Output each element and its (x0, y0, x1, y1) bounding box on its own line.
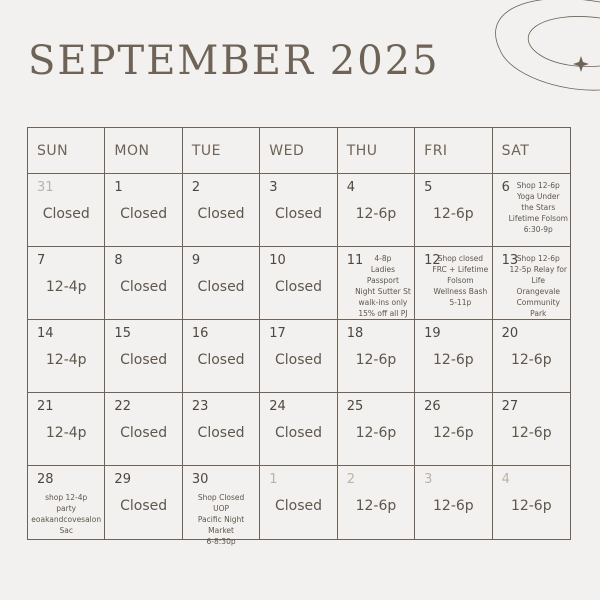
day-number: 8 (114, 253, 123, 268)
day-cell[interactable] (415, 174, 492, 247)
weekday-header-tue: TUE (183, 128, 260, 174)
day-cell[interactable] (105, 393, 182, 466)
day-cell[interactable] (260, 247, 337, 320)
day-number: 4 (501, 472, 510, 487)
day-cell[interactable] (493, 174, 570, 247)
day-event-note: Shop closed FRC + Lifetime Folsom Wellness Bash 5-11p (432, 254, 489, 307)
day-cell[interactable] (183, 393, 260, 466)
day-cell[interactable] (260, 174, 337, 247)
day-cell[interactable] (260, 393, 337, 466)
day-hours: 12-6p (355, 206, 397, 222)
day-hours: 12-6p (510, 352, 552, 368)
weekday-header-mon: MON (105, 128, 182, 174)
day-hours: 12-4p (45, 352, 87, 368)
day-number: 5 (424, 180, 433, 195)
day-cell[interactable] (338, 466, 415, 539)
day-number: 3 (269, 180, 278, 195)
day-hours: Closed (274, 498, 322, 514)
page-title: SEPTEMBER 2025 (28, 38, 440, 84)
day-cell[interactable] (338, 247, 415, 320)
day-hours: Closed (274, 206, 322, 222)
day-number: 10 (269, 253, 286, 268)
day-hours: Closed (274, 425, 322, 441)
day-cell[interactable] (183, 466, 260, 546)
day-cell[interactable] (28, 393, 105, 466)
day-cell[interactable] (338, 174, 415, 247)
day-number: 11 (346, 253, 364, 268)
day-number: 21 (37, 399, 54, 414)
day-number: 31 (37, 180, 54, 195)
day-number: 12 (424, 253, 441, 268)
day-hours: Closed (197, 279, 245, 295)
day-number: 26 (424, 399, 441, 414)
day-cell[interactable] (28, 320, 105, 393)
day-cell[interactable] (415, 393, 492, 466)
day-cell[interactable] (183, 174, 260, 247)
day-cell[interactable] (415, 320, 492, 393)
day-cell[interactable] (493, 247, 570, 320)
day-hours: 12-6p (433, 352, 474, 368)
day-event-note: Shop Closed UOP Pacific Night Market 6-8:30p (197, 493, 245, 546)
day-cell[interactable] (183, 320, 260, 393)
day-hours: Closed (120, 352, 168, 368)
day-cell[interactable] (415, 466, 492, 539)
weekday-header-sat: SAT (493, 128, 570, 174)
day-cell[interactable] (338, 393, 415, 466)
day-number: 16 (191, 326, 209, 341)
day-number: 17 (269, 326, 286, 341)
day-number: 30 (191, 472, 209, 487)
day-number: 20 (501, 326, 519, 341)
day-cell[interactable] (105, 247, 182, 320)
day-number: 18 (346, 326, 364, 341)
day-hours: Closed (120, 206, 168, 222)
day-hours: Closed (42, 206, 90, 222)
day-hours: 12-4p (45, 425, 87, 441)
day-hours: 12-6p (355, 498, 397, 514)
day-cell[interactable] (260, 320, 337, 393)
weekday-header-fri: FRI (415, 128, 492, 174)
day-cell[interactable] (338, 320, 415, 393)
day-hours: 12-6p (433, 498, 474, 514)
day-number: 14 (37, 326, 54, 341)
day-hours: Closed (197, 352, 245, 368)
day-hours: 12-6p (355, 352, 397, 368)
day-number: 28 (37, 472, 54, 487)
day-hours: Closed (197, 425, 245, 441)
day-event-note: shop 12-4p party eoakandcovesalon Sac (31, 493, 102, 535)
weekday-header-wed: WED (260, 128, 337, 174)
day-cell[interactable] (28, 247, 105, 320)
day-number: 1 (114, 180, 123, 195)
day-cell[interactable] (415, 247, 492, 320)
day-hours: Closed (197, 206, 245, 222)
day-cell[interactable] (105, 320, 182, 393)
day-hours: 12-6p (433, 206, 474, 222)
day-number: 15 (114, 326, 131, 341)
day-cell[interactable] (493, 393, 570, 466)
weekday-header-thu: THU (338, 128, 415, 174)
day-number: 2 (346, 472, 355, 487)
day-number: 2 (191, 180, 201, 195)
day-number: 4 (346, 180, 355, 195)
day-hours: 12-6p (355, 425, 397, 441)
day-number: 9 (191, 253, 201, 268)
weekday-header-sun: SUN (28, 128, 105, 174)
day-number: 3 (424, 472, 433, 487)
day-number: 6 (501, 180, 510, 195)
day-cell[interactable] (260, 466, 337, 539)
orbit-decoration (440, 0, 600, 100)
day-number: 13 (501, 253, 519, 268)
day-number: 29 (114, 472, 131, 487)
day-cell[interactable] (493, 466, 570, 539)
day-event-note: 4-8p Ladies Passport Night Sutter St walk-ins only 15% off all PJ (355, 254, 411, 318)
day-hours: 12-4p (45, 279, 87, 295)
day-hours: Closed (274, 352, 322, 368)
day-number: 19 (424, 326, 441, 341)
day-number: 27 (501, 399, 519, 414)
day-event-note: Shop 12-6p Yoga Under the Stars Lifetime Folsom 6:30-9p (508, 181, 568, 234)
day-number: 25 (346, 399, 364, 414)
day-hours: Closed (120, 279, 168, 295)
day-hours: 12-6p (510, 425, 552, 441)
day-number: 1 (269, 472, 278, 487)
day-number: 24 (269, 399, 286, 414)
day-cell[interactable] (493, 320, 570, 393)
day-hours: Closed (120, 498, 168, 514)
day-event-note: Shop 12-6p 12-5p Relay for Life Orangevale Community Park (509, 254, 568, 318)
day-hours: Closed (120, 425, 168, 441)
day-hours: Closed (274, 279, 322, 295)
day-number: 7 (37, 253, 46, 268)
day-cell[interactable] (183, 247, 260, 320)
day-hours: 12-6p (510, 498, 552, 514)
day-hours: 12-6p (433, 425, 474, 441)
calendar-grid (27, 127, 571, 546)
day-cell[interactable] (105, 174, 182, 247)
day-cell[interactable] (105, 466, 182, 539)
day-number: 22 (114, 399, 131, 414)
day-cell[interactable] (28, 174, 105, 247)
day-cell[interactable] (28, 466, 105, 539)
sparkle-icon (573, 56, 589, 72)
day-number: 23 (191, 399, 209, 414)
